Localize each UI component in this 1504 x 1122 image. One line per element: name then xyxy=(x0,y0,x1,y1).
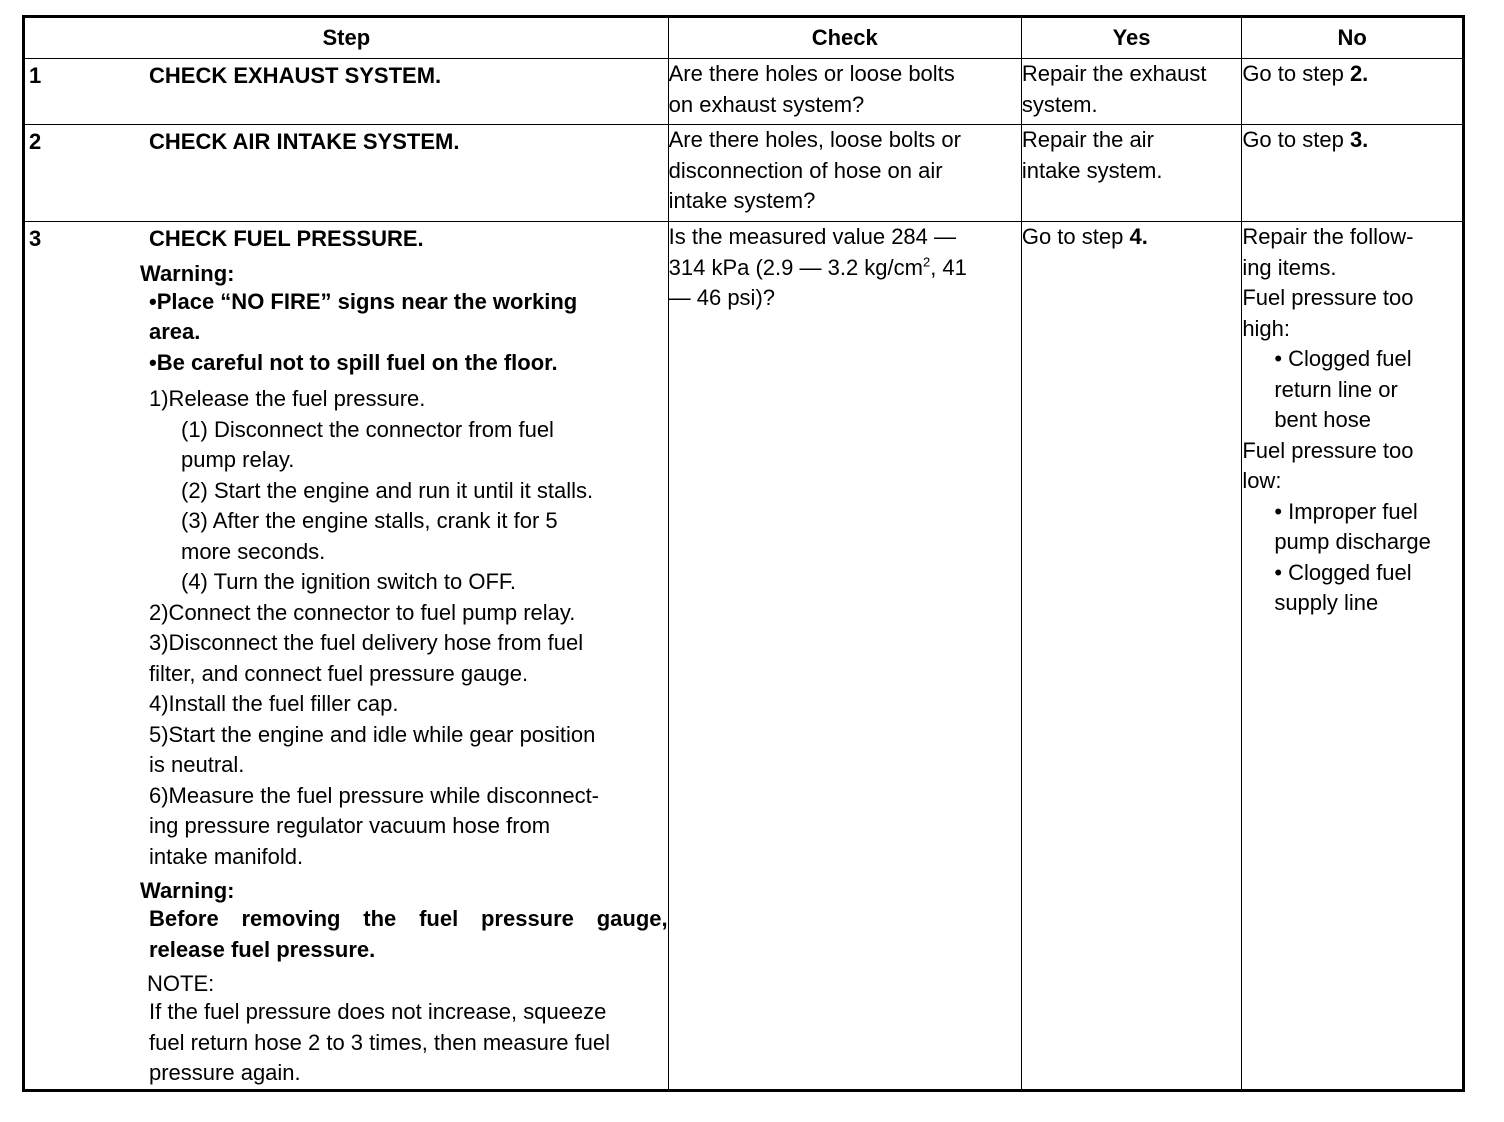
yes-cell-3 xyxy=(1021,222,1241,1091)
header-check: Check xyxy=(668,17,1021,59)
check-line: Are there holes, loose bolts or xyxy=(668,127,961,152)
no-text: Go to step xyxy=(1242,127,1350,152)
warning-line: •Be careful not to spill fuel on the floor. xyxy=(149,349,558,375)
procedure-line: 5)Start the engine and idle while gear position xyxy=(149,721,596,747)
step-title: CHECK FUEL PRESSURE. xyxy=(149,226,424,251)
check-line xyxy=(669,253,1021,284)
no-line: Repair the follow- xyxy=(1242,224,1414,249)
no-bullet-line: • Clogged fuel xyxy=(1274,346,1412,371)
table-row-2 xyxy=(24,125,1464,222)
no-bullet-line: • Improper fuel xyxy=(1274,498,1418,524)
yes-cell-1 xyxy=(1021,59,1241,125)
no-cell-1 xyxy=(1242,59,1464,125)
no-cell-3 xyxy=(1242,222,1464,1091)
step-cell-1 xyxy=(24,59,669,125)
header-yes: Yes xyxy=(1021,17,1241,59)
no-bullet-line: pump discharge xyxy=(1274,529,1431,554)
no-step-ref: 2. xyxy=(1349,61,1369,86)
diagnostic-table xyxy=(22,15,1465,1092)
procedure-line: (3) After the engine stalls, crank it for 5 xyxy=(181,508,558,533)
table-row-3 xyxy=(24,222,1464,1091)
step-title: CHECK AIR INTAKE SYSTEM. xyxy=(149,129,460,154)
procedure-line: more seconds. xyxy=(181,538,326,564)
header-step: Step xyxy=(24,17,669,59)
check-cell-2 xyxy=(668,125,1021,222)
procedure-line: 4)Install the fuel filler cap. xyxy=(149,691,399,716)
no-bullet-line: • Clogged fuel xyxy=(1274,559,1412,585)
yes-line: Repair the exhaust xyxy=(1021,61,1207,86)
check-text: , 41 xyxy=(930,254,967,280)
no-line: ing items. xyxy=(1242,254,1337,280)
header-no: No xyxy=(1242,17,1464,59)
procedure-line: ing pressure regulator vacuum hose from xyxy=(149,813,551,838)
procedure-line: 6)Measure the fuel pressure while disconnect- xyxy=(149,782,600,808)
no-line: Fuel pressure too xyxy=(1242,437,1414,463)
no-line: high: xyxy=(1242,315,1291,341)
warning-box xyxy=(25,287,668,379)
step-number: 1 xyxy=(29,63,42,88)
step-cell-3 xyxy=(24,222,669,1091)
procedure-line: intake manifold. xyxy=(149,843,304,869)
yes-line: system. xyxy=(1021,91,1098,117)
yes-cell-2 xyxy=(1021,125,1241,222)
header-row xyxy=(24,17,1464,59)
yes-line: Repair the air xyxy=(1021,127,1154,152)
check-line: Is the measured value 284 — xyxy=(668,224,957,249)
procedure-line: is neutral. xyxy=(149,752,245,777)
no-line: Fuel pressure too xyxy=(1242,285,1414,310)
step-number: 3 xyxy=(29,226,42,251)
check-line: intake system? xyxy=(668,188,816,213)
yes-step-ref: 4. xyxy=(1129,224,1148,249)
table-row-1 xyxy=(24,59,1464,125)
procedure-line: (2) Start the engine and run it until it stalls. xyxy=(181,477,594,503)
yes-line: intake system. xyxy=(1021,157,1163,183)
check-text: 314 kPa (2.9 — 3.2 kg/cm xyxy=(668,254,923,280)
warning-line: release fuel pressure. xyxy=(149,936,376,962)
warning-box xyxy=(25,904,668,965)
step-cell-2 xyxy=(24,125,669,222)
procedure-line: (4) Turn the ignition switch to OFF. xyxy=(181,569,517,594)
no-text: Go to step xyxy=(1242,61,1350,86)
note-label: NOTE: xyxy=(147,971,215,996)
note-line: pressure again. xyxy=(149,1060,301,1085)
check-cell-3 xyxy=(668,222,1021,1091)
procedure-line: 2)Connect the connector to fuel pump relay. xyxy=(149,599,576,625)
warning-line: Before removing the fuel pressure gauge, xyxy=(149,906,668,931)
procedure-line: filter, and connect fuel pressure gauge. xyxy=(149,660,529,686)
no-cell-2 xyxy=(1242,125,1464,222)
check-line: on exhaust system? xyxy=(668,91,865,117)
warning-line: area. xyxy=(149,319,201,344)
procedure-list xyxy=(25,384,668,872)
no-bullet-line: bent hose xyxy=(1274,407,1371,432)
check-cell-1 xyxy=(668,59,1021,125)
procedure-line: 3)Disconnect the fuel delivery hose from fuel xyxy=(149,630,584,655)
warning-label: Warning: xyxy=(140,878,235,903)
check-line: Are there holes or loose bolts xyxy=(668,61,955,86)
step-number: 2 xyxy=(29,129,42,154)
warning-line: •Place “NO FIRE” signs near the working xyxy=(149,288,578,314)
procedure-line: 1)Release the fuel pressure. xyxy=(149,386,426,411)
no-bullet-line: return line or xyxy=(1274,376,1398,402)
no-bullet-line: supply line xyxy=(1274,590,1379,615)
note-box xyxy=(25,997,668,1089)
note-line: If the fuel pressure does not increase, squeeze xyxy=(149,999,607,1024)
check-line: disconnection of hose on air xyxy=(668,157,943,183)
step-title: CHECK EXHAUST SYSTEM. xyxy=(149,63,442,88)
check-line: — 46 psi)? xyxy=(668,285,776,310)
superscript: 2 xyxy=(922,254,931,270)
yes-text: Go to step xyxy=(1021,224,1130,249)
no-step-ref: 3. xyxy=(1349,127,1369,152)
warning-label: Warning: xyxy=(140,260,235,286)
no-line: low: xyxy=(1242,468,1282,493)
procedure-line: pump relay. xyxy=(181,447,295,472)
note-line: fuel return hose 2 to 3 times, then measure fuel xyxy=(149,1029,611,1055)
procedure-line: (1) Disconnect the connector from fuel xyxy=(181,416,554,442)
